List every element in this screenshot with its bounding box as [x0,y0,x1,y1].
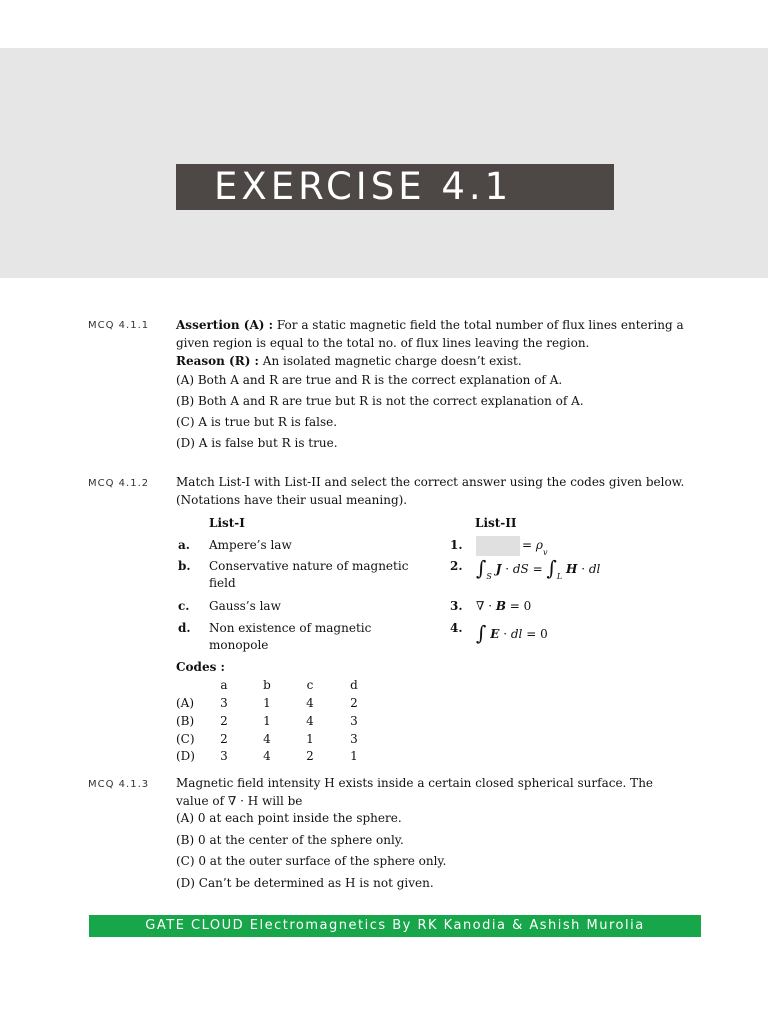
option-a: (A) Both A and R are true and R is the correct explanation of A. [176,373,563,387]
option-b: (B) Both A and R are true but R is not the correct explanation of A. [176,394,584,408]
codes-cell: 3 [220,696,228,710]
codes-cell: 3 [350,714,358,728]
codes-cell: 1 [263,714,271,728]
list2-formula-3: ∇ · B = 0 [476,599,532,613]
codes-col-header: a [220,678,228,692]
codes-cell: 4 [263,749,271,763]
codes-cell: 1 [306,732,314,746]
codes-cell: 1 [263,696,271,710]
codes-col-header: b [263,678,271,692]
option-d: (D) Can’t be determined as H is not given. [176,876,434,890]
list1-key: b. [178,559,191,573]
list2-key: 1. [450,538,463,552]
list1-item-cont: monopole [209,638,269,652]
list1-item: Non existence of magnetic [209,621,372,635]
codes-option: (B) [176,714,195,728]
question-text: (Notations have their usual meaning). [176,493,408,507]
option-d: (D) A is false but R is true. [176,436,338,450]
codes-cell: 1 [350,749,358,763]
list1-item: Ampere’s law [209,538,292,552]
option-a: (A) 0 at each point inside the sphere. [176,811,402,825]
list1-key: d. [178,621,191,635]
footer-banner: GATE CLOUD Electromagnetics By RK Kanodia & Ashish Murolia [89,915,701,937]
codes-option: (A) [176,696,195,710]
list2-key: 4. [450,621,463,635]
codes-heading: Codes : [176,660,225,674]
list1-key: a. [178,538,190,552]
list1-key: c. [178,599,190,613]
list1-item: Conservative nature of magnetic [209,559,409,573]
exercise-title: EXERCISE 4.1 [176,164,614,210]
codes-cell: 4 [306,696,314,710]
codes-option: (D) [176,749,195,763]
assertion-head: Assertion (A) : [176,318,274,332]
question-text: Magnetic field intensity H exists inside a certain closed spherical surface. The [176,776,654,790]
option-c: (C) 0 at the outer surface of the sphere only. [176,854,447,868]
assertion-line [176,316,684,334]
codes-col-header: c [306,678,314,692]
codes-cell: 2 [220,732,228,746]
list2-key: 3. [450,599,463,613]
list2-heading: List-II [475,516,517,530]
reason-text: An isolated magnetic charge doesn’t exist. [258,354,522,368]
codes-cell: 2 [350,696,358,710]
list1-item-cont: field [209,576,236,590]
question-label: MCQ 4.1.1 [88,320,150,331]
question-text: Match List-I with List-II and select the correct answer using the codes given below. [176,475,685,489]
reason-head: Reason (R) : [176,354,259,368]
option-b: (B) 0 at the center of the sphere only. [176,833,404,847]
codes-cell: 3 [220,749,228,763]
list1-heading: List-I [209,516,245,530]
codes-cell: 4 [263,732,271,746]
reason-line [176,352,522,370]
question-label: MCQ 4.1.2 [88,478,150,489]
codes-cell: 4 [306,714,314,728]
list1-item: Gauss’s law [209,599,281,613]
codes-cell: 2 [306,749,314,763]
option-c: (C) A is true but R is false. [176,415,338,429]
question-label: MCQ 4.1.3 [88,779,150,790]
codes-cell: 2 [220,714,228,728]
assertion-line-2: given region is equal to the total no. of flux lines leaving the region. [176,336,590,350]
codes-option: (C) [176,732,195,746]
highlighted-formula-box [476,536,520,556]
list2-key: 2. [450,559,463,573]
list2-formula-1: = $\rho_v$ [522,538,548,557]
assertion-text: For a static magnetic field the total number of flux lines entering a [273,318,684,332]
header-band [0,48,768,278]
codes-col-header: d [350,678,358,692]
question-text: value of ∇ · H will be [176,794,303,808]
list2-formula-2: $\int_S$ J · dS = $\int_L$ H · dl [476,556,601,581]
list2-formula-4: ∫ E · dl = 0 [476,621,548,645]
codes-cell: 3 [350,732,358,746]
